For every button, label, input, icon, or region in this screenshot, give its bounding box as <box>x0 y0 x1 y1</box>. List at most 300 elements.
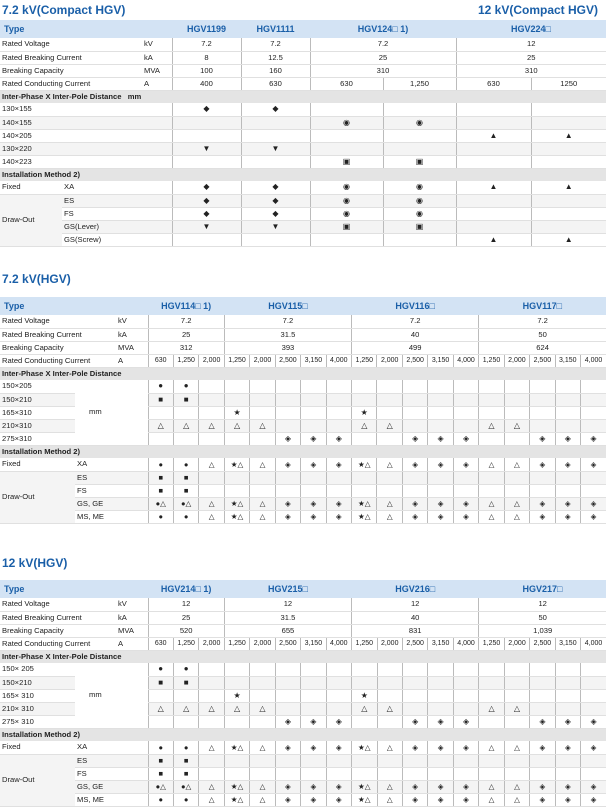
cell-value: 7.2 <box>224 315 351 328</box>
symbol-cell <box>199 663 224 676</box>
current-value: 3,150 <box>301 637 326 650</box>
symbol-cell: ★△ <box>352 780 377 793</box>
model-name: HGV117□ <box>479 297 606 315</box>
cell-value: 31.5 <box>224 611 351 624</box>
current-value: 1,250 <box>352 354 377 367</box>
current-value: 4,000 <box>326 637 352 650</box>
current-value: 3,150 <box>428 637 453 650</box>
symbol-cell <box>199 432 224 445</box>
symbol-cell <box>504 471 529 484</box>
symbol-cell: ◈ <box>453 793 479 806</box>
symbol-cell: ●△ <box>173 780 198 793</box>
symbol-cell <box>555 406 580 419</box>
symbol-cell <box>581 663 606 676</box>
symbol-cell: ◈ <box>301 715 326 728</box>
distance-value: 165× 310 <box>0 689 75 702</box>
symbol-cell: ◈ <box>428 497 453 510</box>
symbol-cell: △ <box>479 780 504 793</box>
symbol-cell <box>326 393 351 406</box>
symbol-cell <box>148 406 173 419</box>
cell-value: 310 <box>456 64 606 77</box>
symbol-cell: △ <box>377 497 402 510</box>
symbol-cell <box>531 142 606 155</box>
symbol-cell: △ <box>504 702 529 715</box>
symbol-cell: ◈ <box>530 432 555 445</box>
symbol-cell <box>173 432 198 445</box>
symbol-cell: ◈ <box>301 432 326 445</box>
symbol-cell: ◈ <box>275 793 300 806</box>
current-value: 1,250 <box>479 354 504 367</box>
cell-value: 520 <box>148 624 224 637</box>
symbol-cell <box>326 484 351 497</box>
symbol-cell: ● <box>173 510 198 523</box>
symbol-cell: ◈ <box>581 458 606 471</box>
symbol-cell: ★ <box>352 406 377 419</box>
distance-unit: mm <box>75 380 148 445</box>
symbol-cell: ◆ <box>172 103 241 116</box>
symbol-cell: ◈ <box>581 497 606 510</box>
symbol-cell <box>402 380 427 393</box>
symbol-cell <box>555 393 580 406</box>
cell-value: 25 <box>148 611 224 624</box>
symbol-cell <box>453 689 479 702</box>
symbol-cell: ◈ <box>402 715 427 728</box>
drawout-label: Draw-Out <box>0 194 62 246</box>
current-value: 2,500 <box>402 637 427 650</box>
distance-subheader <box>0 367 606 380</box>
symbol-cell: △ <box>199 497 224 510</box>
symbol-cell: ◆ <box>172 181 241 194</box>
symbol-cell: ◈ <box>581 793 606 806</box>
symbol-cell <box>326 471 351 484</box>
row-label: Rated Breaking Current <box>0 51 142 64</box>
cell-value: 7.2 <box>310 38 456 51</box>
model-name: HGV224□ <box>456 20 606 38</box>
symbol-cell <box>581 754 606 767</box>
model-name: HGV114□ 1) <box>148 297 224 315</box>
model-name: HGV215□ <box>224 580 351 598</box>
symbol-cell: ■ <box>148 676 173 689</box>
symbol-cell <box>250 663 275 676</box>
symbol-cell <box>555 663 580 676</box>
symbol-cell: ★△ <box>224 510 249 523</box>
symbol-cell <box>199 715 224 728</box>
conducting-current-row <box>0 77 606 90</box>
symbol-cell <box>581 676 606 689</box>
symbol-cell: ★△ <box>352 458 377 471</box>
symbol-cell <box>555 471 580 484</box>
symbol-cell <box>428 406 453 419</box>
install-row <box>0 233 606 246</box>
symbol-cell <box>199 676 224 689</box>
symbol-cell <box>530 676 555 689</box>
symbol-cell: △ <box>504 458 529 471</box>
symbol-cell <box>148 689 173 702</box>
current-value: 2,500 <box>275 637 300 650</box>
symbol-cell: ◈ <box>453 715 479 728</box>
symbol-cell <box>301 663 326 676</box>
current-value: 4,000 <box>453 637 479 650</box>
fixed-label: Fixed <box>0 741 75 754</box>
cell-value: 12 <box>479 598 606 611</box>
install-row <box>0 754 606 767</box>
symbol-cell: ◈ <box>301 780 326 793</box>
symbol-cell <box>326 406 351 419</box>
symbol-cell: ◈ <box>402 458 427 471</box>
symbol-cell <box>352 715 377 728</box>
symbol-cell: ◈ <box>555 793 580 806</box>
symbol-cell <box>428 484 453 497</box>
symbol-cell: ■ <box>173 471 198 484</box>
row-label: Rated Voltage <box>0 598 116 611</box>
current-value: 1,250 <box>224 354 249 367</box>
symbol-cell: ● <box>173 380 198 393</box>
symbol-cell <box>479 767 504 780</box>
symbol-cell: △ <box>479 702 504 715</box>
symbol-cell <box>377 676 402 689</box>
type-label: Type <box>0 297 148 315</box>
symbol-cell <box>224 432 249 445</box>
symbol-cell <box>224 484 249 497</box>
current-value: 2,500 <box>402 354 427 367</box>
symbol-cell <box>352 676 377 689</box>
method-label: XA <box>62 181 172 194</box>
symbol-cell <box>504 754 529 767</box>
symbol-cell: ▲ <box>456 233 531 246</box>
symbol-cell <box>531 220 606 233</box>
symbol-cell <box>428 393 453 406</box>
symbol-cell <box>352 484 377 497</box>
symbol-cell <box>275 406 300 419</box>
cell-value: 1250 <box>531 77 606 90</box>
install-label: Installation Method 2) <box>0 445 606 458</box>
symbol-cell: ◈ <box>453 780 479 793</box>
symbol-cell: ● <box>148 458 173 471</box>
symbol-cell <box>555 767 580 780</box>
symbol-cell: △ <box>173 702 198 715</box>
symbol-cell <box>352 380 377 393</box>
symbol-cell <box>504 432 529 445</box>
symbol-cell <box>555 419 580 432</box>
symbol-cell <box>377 715 402 728</box>
symbol-cell: ◈ <box>326 432 351 445</box>
symbol-cell <box>479 406 504 419</box>
symbol-cell: △ <box>479 419 504 432</box>
symbol-cell <box>377 484 402 497</box>
symbol-cell <box>581 419 606 432</box>
hgv12-section-title: 12 kV(HGV) <box>2 556 68 570</box>
symbol-cell: ■ <box>173 767 198 780</box>
symbol-cell <box>453 393 478 406</box>
symbol-cell: △ <box>479 458 504 471</box>
symbol-cell <box>301 754 326 767</box>
symbol-cell <box>172 129 241 142</box>
symbol-cell: ★△ <box>352 793 377 806</box>
symbol-cell <box>428 663 453 676</box>
symbol-cell: ▲ <box>531 129 606 142</box>
symbol-cell <box>530 689 555 702</box>
symbol-cell <box>531 116 606 129</box>
cell-value: 25 <box>148 328 224 341</box>
cell-value: 624 <box>479 341 606 354</box>
symbol-cell: △ <box>250 497 275 510</box>
cell-value: 12 <box>456 38 606 51</box>
distance-value: 165×310 <box>0 406 75 419</box>
symbol-cell <box>555 380 580 393</box>
voltage-row <box>0 315 606 328</box>
current-value: 630 <box>148 354 173 367</box>
symbol-cell <box>275 676 300 689</box>
distance-row <box>0 103 606 116</box>
breaking-current-row <box>0 611 606 624</box>
breaking-current-row <box>0 51 606 64</box>
row-unit: kV <box>116 598 148 611</box>
row-unit: MVA <box>116 341 148 354</box>
voltage-row <box>0 598 606 611</box>
symbol-cell: △ <box>377 419 402 432</box>
symbol-cell: ◉ <box>310 207 383 220</box>
symbol-cell: △ <box>377 793 402 806</box>
cell-value: 12.5 <box>241 51 310 64</box>
current-value: 2,000 <box>199 637 224 650</box>
symbol-cell <box>402 406 427 419</box>
distance-value: 275× 310 <box>0 715 75 728</box>
symbol-cell: ◈ <box>581 432 606 445</box>
symbol-cell: ■ <box>148 393 173 406</box>
compact-section-title: 7.2 kV(Compact HGV) <box>2 3 126 17</box>
symbol-cell <box>453 471 478 484</box>
symbol-cell: △ <box>504 497 529 510</box>
cell-value: 31.5 <box>224 328 351 341</box>
symbol-cell <box>326 380 351 393</box>
symbol-cell: ◉ <box>383 116 456 129</box>
symbol-cell <box>428 702 453 715</box>
symbol-cell: ▲ <box>456 181 531 194</box>
symbol-cell <box>555 689 580 702</box>
cell-value: 499 <box>352 341 479 354</box>
symbol-cell <box>173 689 198 702</box>
symbol-cell <box>199 754 224 767</box>
current-value: 2,500 <box>530 354 555 367</box>
row-unit: kA <box>142 51 172 64</box>
symbol-cell: △ <box>377 780 402 793</box>
symbol-cell <box>453 380 478 393</box>
symbol-cell: ◈ <box>581 715 606 728</box>
distance-row <box>0 663 606 676</box>
symbol-cell <box>531 103 606 116</box>
current-value: 2,000 <box>377 354 402 367</box>
symbol-cell: ★△ <box>224 780 249 793</box>
symbol-cell: ●△ <box>173 497 198 510</box>
distance-row <box>0 129 606 142</box>
symbol-cell: ◈ <box>326 793 352 806</box>
symbol-cell <box>199 471 224 484</box>
symbol-cell <box>479 432 504 445</box>
distance-value: 140×223 <box>0 155 172 168</box>
symbol-cell: ◈ <box>301 497 326 510</box>
symbol-cell: ◈ <box>301 741 326 754</box>
symbol-cell <box>224 663 249 676</box>
method-label: XA <box>75 741 148 754</box>
method-label: FS <box>75 484 148 497</box>
current-value: 1,250 <box>173 354 198 367</box>
symbol-cell <box>352 432 377 445</box>
symbol-cell: ◈ <box>326 780 352 793</box>
current-value: 3,150 <box>555 637 580 650</box>
symbol-cell: ▣ <box>310 155 383 168</box>
symbol-cell <box>383 142 456 155</box>
cell-value: 400 <box>172 77 241 90</box>
symbol-cell: ■ <box>148 484 173 497</box>
symbol-cell <box>326 689 352 702</box>
cell-value: 630 <box>241 77 310 90</box>
method-label: MS, ME <box>75 793 148 806</box>
install-subheader <box>0 168 606 181</box>
symbol-cell: ◈ <box>428 458 453 471</box>
cell-value: 7.2 <box>148 315 224 328</box>
symbol-cell: ◈ <box>402 780 427 793</box>
distance-row <box>0 142 606 155</box>
breaking-capacity-row <box>0 64 606 77</box>
method-label: ES <box>75 471 148 484</box>
install-subheader <box>0 728 606 741</box>
symbol-cell <box>530 471 555 484</box>
symbol-cell <box>453 702 479 715</box>
symbol-cell: ◈ <box>453 432 478 445</box>
symbol-cell <box>224 767 249 780</box>
symbol-cell <box>402 767 427 780</box>
symbol-cell: △ <box>250 741 275 754</box>
symbol-cell <box>326 754 352 767</box>
rated-voltage-row <box>0 38 606 51</box>
symbol-cell <box>530 380 555 393</box>
symbol-cell: ◈ <box>428 741 453 754</box>
row-label: Breaking Capacity <box>0 64 142 77</box>
symbol-cell <box>428 689 453 702</box>
symbol-cell: ● <box>173 793 198 806</box>
current-value: 2,500 <box>530 637 555 650</box>
symbol-cell <box>402 676 427 689</box>
row-unit: kV <box>116 315 148 328</box>
cell-value: 40 <box>352 328 479 341</box>
model-name: HGV217□ <box>479 580 606 598</box>
symbol-cell <box>199 380 224 393</box>
row-unit: kA <box>116 328 148 341</box>
symbol-cell <box>199 689 224 702</box>
symbol-cell: ◈ <box>530 715 555 728</box>
symbol-cell: ◈ <box>428 715 453 728</box>
symbol-cell <box>555 702 580 715</box>
distance-subheader <box>0 90 606 103</box>
symbol-cell <box>581 702 606 715</box>
install-row <box>0 220 606 233</box>
symbol-cell: ▣ <box>383 155 456 168</box>
symbol-cell <box>352 754 377 767</box>
symbol-cell: ■ <box>173 484 198 497</box>
symbol-cell <box>428 380 453 393</box>
symbol-cell: ● <box>173 458 198 471</box>
distance-row <box>0 116 606 129</box>
model-name: HGV115□ <box>224 297 351 315</box>
current-value: 1,250 <box>173 637 198 650</box>
distance-value: 150× 205 <box>0 663 75 676</box>
symbol-cell <box>428 471 453 484</box>
symbol-cell <box>504 393 529 406</box>
current-value: 3,150 <box>428 354 453 367</box>
symbol-cell <box>581 380 606 393</box>
symbol-cell <box>383 129 456 142</box>
row-unit: kV <box>142 38 172 51</box>
current-value: 1,250 <box>352 637 377 650</box>
symbol-cell <box>301 676 326 689</box>
symbol-cell <box>456 220 531 233</box>
row-label: Breaking Capacity <box>0 341 116 354</box>
hgv72-spec-table <box>0 297 606 524</box>
method-label: GS(Screw) <box>62 233 172 246</box>
symbol-cell: ▲ <box>531 233 606 246</box>
hgv72-section-title: 7.2 kV(HGV) <box>2 272 71 286</box>
cell-value: 50 <box>479 611 606 624</box>
method-label: FS <box>75 767 148 780</box>
symbol-cell <box>250 767 275 780</box>
symbol-cell <box>377 754 402 767</box>
symbol-cell <box>555 676 580 689</box>
symbol-cell: △ <box>479 510 504 523</box>
symbol-cell: ◆ <box>241 103 310 116</box>
symbol-cell <box>479 663 504 676</box>
symbol-cell <box>275 419 300 432</box>
current-value: 4,000 <box>581 637 606 650</box>
symbol-cell <box>241 129 310 142</box>
symbol-cell <box>148 432 173 445</box>
symbol-cell <box>581 689 606 702</box>
symbol-cell <box>504 676 529 689</box>
method-label: ES <box>75 754 148 767</box>
symbol-cell: ★ <box>352 689 377 702</box>
symbol-cell: ◈ <box>453 458 478 471</box>
distance-subheader <box>0 650 606 663</box>
symbol-cell: ● <box>148 741 173 754</box>
install-row <box>0 471 606 484</box>
type-label: Type <box>0 20 172 38</box>
symbol-cell: △ <box>199 458 224 471</box>
method-label: GS, GE <box>75 497 148 510</box>
model-name: HGV214□ 1) <box>148 580 224 598</box>
install-subheader <box>0 445 606 458</box>
symbol-cell <box>377 663 402 676</box>
symbol-cell: ●△ <box>148 780 173 793</box>
cell-value: 12 <box>224 598 351 611</box>
symbol-cell <box>531 155 606 168</box>
symbol-cell: ◈ <box>275 458 300 471</box>
symbol-cell: ◆ <box>172 194 241 207</box>
symbol-cell <box>301 702 326 715</box>
model-name: HGV1111 <box>241 20 310 38</box>
cell-value: 7.2 <box>352 315 479 328</box>
symbol-cell <box>310 129 383 142</box>
row-unit: A <box>142 77 172 90</box>
symbol-cell <box>456 194 531 207</box>
symbol-cell: ▼ <box>241 220 310 233</box>
symbol-cell <box>383 103 456 116</box>
symbol-cell <box>224 380 249 393</box>
symbol-cell: ◈ <box>453 510 478 523</box>
install-row <box>0 484 606 497</box>
symbol-cell <box>250 676 275 689</box>
symbol-cell <box>301 484 326 497</box>
symbol-cell <box>530 663 555 676</box>
symbol-cell <box>250 393 275 406</box>
